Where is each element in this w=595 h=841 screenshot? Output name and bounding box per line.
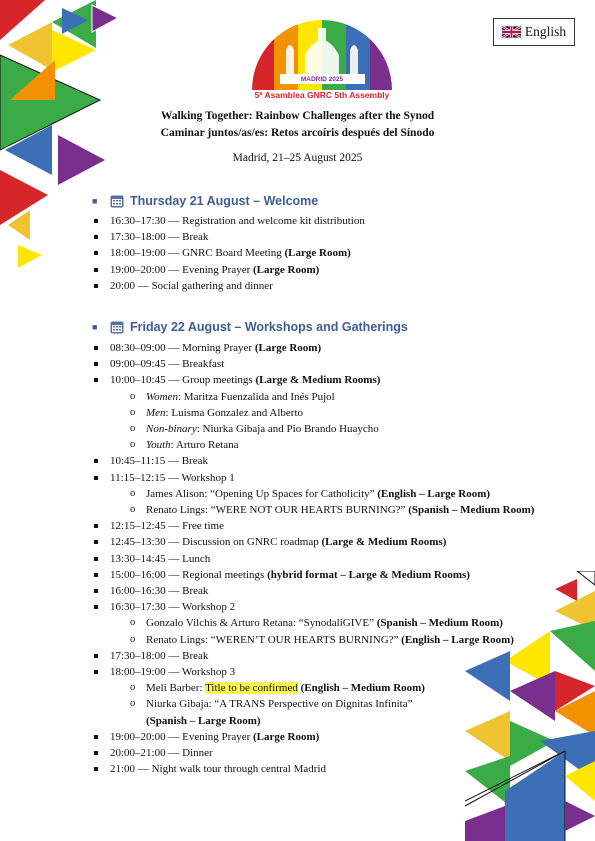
list-item: 16:30–17:30 — Registration and welcome kit distribution	[92, 213, 365, 229]
title-spanish: Caminar juntos/as/es: Retos arcoíris después del Sínodo	[160, 127, 435, 139]
language-button-label: English	[524, 24, 567, 39]
title-english: Walking Together: Rainbow Challenges after the Synod	[160, 110, 435, 122]
list-item: 08:30–09:00 — Morning Prayer (Large Room)	[92, 340, 534, 356]
sub-list-item: o James Alison: “Opening Up Spaces for Catholicity” (English – Large Room)	[92, 486, 534, 502]
list-item: 13:30–14:45 — Lunch	[92, 551, 534, 567]
list-item: 17:30–18:00 — Break	[92, 648, 534, 664]
language-button[interactable]	[493, 18, 575, 46]
list-item: 11:15–12:15 — Workshop 1	[92, 470, 534, 486]
list-item: 12:15–12:45 — Free time	[92, 518, 534, 534]
sub-list-item: o Gonzalo Vilchis & Arturo Retana: “SynodaliGIVE” (Spanish – Medium Room)	[92, 615, 534, 631]
day1-heading	[92, 194, 318, 208]
list-item: 21:00 — Night walk tour through central Madrid	[92, 761, 534, 777]
square-bullet-icon: ■	[92, 322, 98, 332]
list-item: 17:30–18:00 — Break	[92, 229, 365, 245]
day2-schedule	[92, 340, 534, 777]
list-item: 19:00–20:00 — Evening Prayer (Large Room)	[92, 729, 534, 745]
sub-list-item-continuation: (Spanish – Large Room)	[146, 714, 261, 727]
gnrc-assembly-logo	[250, 10, 395, 105]
list-item: 10:00–10:45 — Group meetings (Large & Medium Rooms)	[92, 372, 534, 388]
day1-schedule	[92, 213, 365, 294]
page-title	[0, 108, 595, 142]
day2-heading-text: Friday 22 August – Workshops and Gatherings	[130, 320, 408, 334]
sub-list-item: o Niurka Gibaja: “A TRANS Perspective on Dignitas Infinita”	[92, 696, 534, 712]
calendar-icon	[110, 320, 124, 334]
logo-assembly-text: 5ª Asamblea GNRC 5th Assembly	[254, 90, 390, 100]
list-item: 09:00–09:45 — Breakfast	[92, 356, 534, 372]
day2-heading	[92, 320, 408, 334]
uk-flag-icon	[502, 26, 521, 38]
list-item: 20:00–21:00 — Dinner	[92, 745, 534, 761]
list-item: 12:45–13:30 — Discussion on GNRC roadmap (Large & Medium Rooms)	[92, 534, 534, 550]
place-date: Madrid, 21–25 August 2025	[232, 152, 363, 164]
day1-heading-text: Thursday 21 August – Welcome	[130, 194, 319, 208]
square-bullet-icon: ■	[92, 196, 98, 206]
list-item: 16:30–17:30 — Workshop 2	[92, 599, 534, 615]
list-item: 19:00–20:00 — Evening Prayer (Large Room)	[92, 262, 365, 278]
sub-list-item: o Women: Maritza Fuenzalida and Inés Pujol	[92, 389, 534, 405]
highlighted-text: Title to be confirmed	[205, 682, 298, 695]
sub-list-item: o Renato Lings: “WERE NOT OUR HEARTS BURNING?” (Spanish – Medium Room)	[92, 502, 534, 518]
sub-list-item: o Non-binary: Niurka Gibaja and Pio Brando Huaycho	[92, 421, 534, 437]
list-item: 15:00–16:00 — Regional meetings (hybrid format – Large & Medium Rooms)	[92, 567, 534, 583]
sub-list-item: o Meli Barber: Title to be confirmed (English – Medium Room)	[92, 680, 534, 696]
list-item: 20:00 — Social gathering and dinner	[92, 278, 365, 294]
list-item: 16:00–16:30 — Break	[92, 583, 534, 599]
sub-list-item: o Renato Lings: “WEREN’T OUR HEARTS BURNING?” (English – Large Room)	[92, 632, 534, 648]
list-item: 18:00–19:00 — Workshop 3	[92, 664, 534, 680]
logo-badge-text: MADRID 2025	[300, 76, 344, 83]
sub-list-item: o Men: Luisma Gonzalez and Alberto	[92, 405, 534, 421]
list-item: 10:45–11:15 — Break	[92, 453, 534, 469]
list-item: 18:00–19:00 — GNRC Board Meeting (Large Room)	[92, 245, 365, 261]
sub-list-item: o Youth: Arturo Retana	[92, 437, 534, 453]
calendar-icon	[110, 194, 124, 208]
